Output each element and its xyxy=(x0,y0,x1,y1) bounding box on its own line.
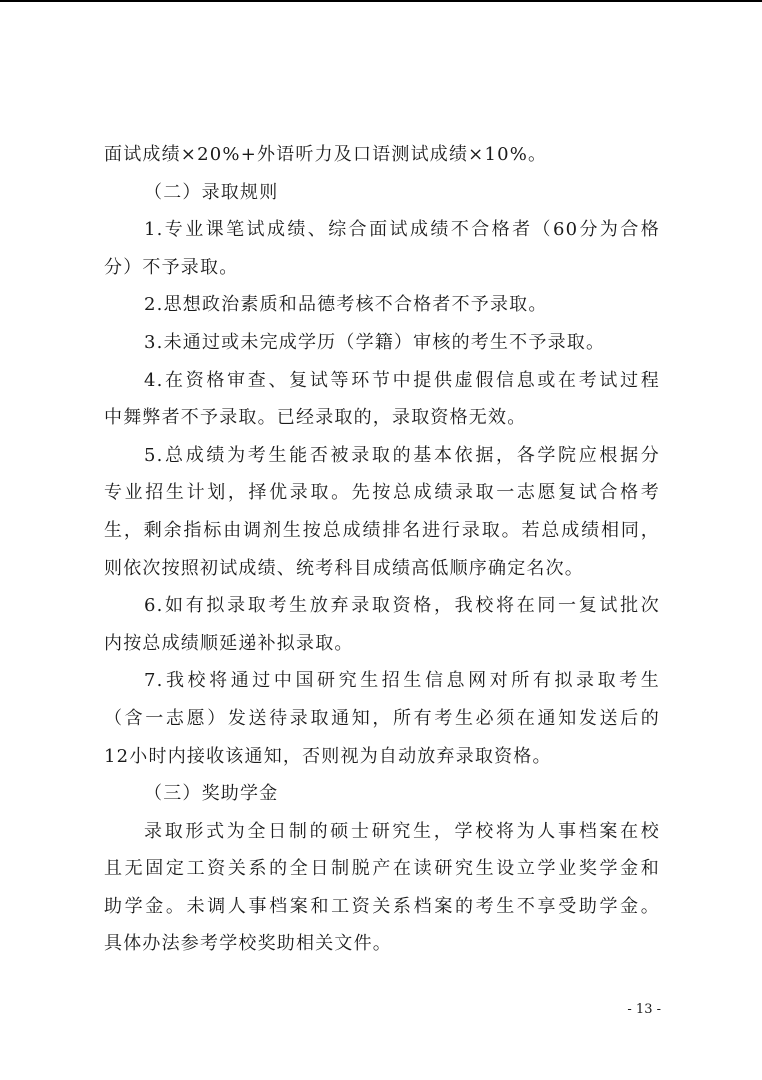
text-line: 中舞弊者不予录取。已经录取的，录取资格无效。 xyxy=(104,407,527,429)
text-line: 7.我校将通过中国研究生招生信息网对所有拟录取考生 xyxy=(144,670,660,692)
section-heading: （二）录取规则 xyxy=(144,181,279,203)
text-line: 且无固定工资关系的全日制脱产在读研究生设立学业奖学金和 xyxy=(104,858,660,880)
text-line: 录取形式为全日制的硕士研究生，学校将为人事档案在校 xyxy=(144,820,660,842)
text-line: 5.总成绩为考生能否被录取的基本依据，各学院应根据分 xyxy=(144,444,660,466)
section-heading: （三）奖助学金 xyxy=(144,783,279,805)
text-line: 分）不予录取。 xyxy=(104,256,239,278)
text-line: 具体办法参考学校奖助相关文件。 xyxy=(104,933,392,955)
text-line: 内按总成绩顺延递补拟录取。 xyxy=(104,632,354,654)
page-number: - 13 - xyxy=(627,1002,661,1017)
text-line: 面试成绩×20%+外语听力及口语测试成绩×10%。 xyxy=(104,144,548,165)
document-body xyxy=(104,136,660,963)
text-line: 4.在资格审查、复试等环节中提供虚假信息或在考试过程 xyxy=(144,369,660,391)
text-line: 2.思想政治素质和品德考核不合格者不予录取。 xyxy=(144,294,548,316)
text-line: 则依次按照初试成绩、统考科目成绩高低顺序确定名次。 xyxy=(104,557,584,579)
text-line: 生，剩余指标由调剂生按总成绩排名进行录取。若总成绩相同， xyxy=(104,519,660,541)
top-border-line xyxy=(0,0,762,2)
text-line: 助学金。未调人事档案和工资关系档案的考生不享受助学金。 xyxy=(104,895,660,917)
text-line: 3.未通过或未完成学历（学籍）审核的考生不予录取。 xyxy=(144,331,606,353)
text-line: （含一志愿）发送待录取通知，所有考生必须在通知发送后的 xyxy=(104,707,660,729)
text-line: 专业招生计划，择优录取。先按总成绩录取一志愿复试合格考 xyxy=(104,482,660,504)
text-line: 6.如有拟录取考生放弃录取资格，我校将在同一复试批次 xyxy=(144,595,660,617)
text-line: 12小时内接收该通知，否则视为自动放弃录取资格。 xyxy=(104,745,552,767)
text-line: 1.专业课笔试成绩、综合面试成绩不合格者（60分为合格 xyxy=(144,219,660,241)
